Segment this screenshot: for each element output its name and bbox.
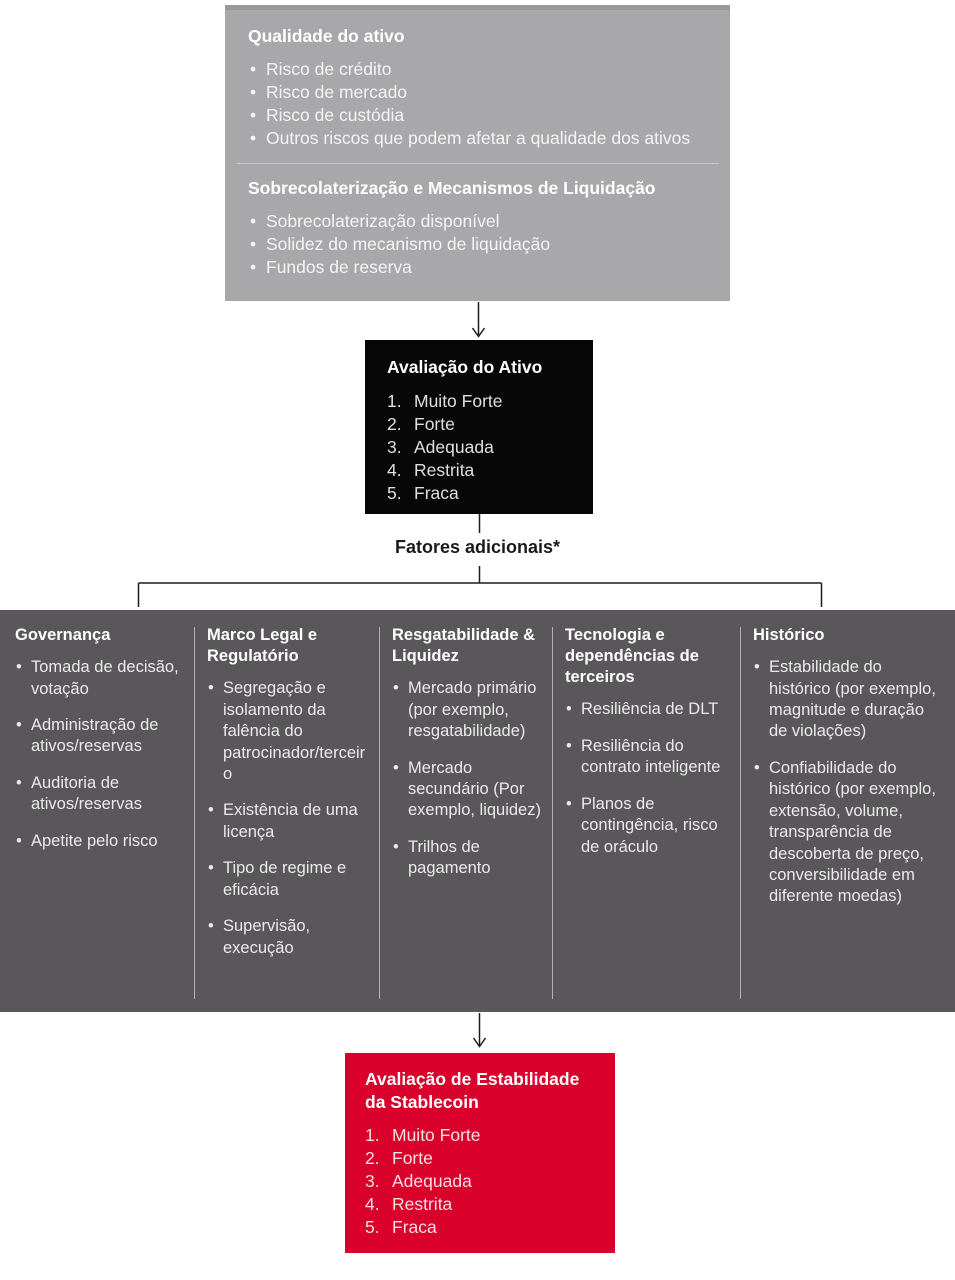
column-title: Tecnologia e dependências de terceiros: [565, 626, 699, 687]
asset-assessment-box: [365, 340, 593, 514]
column-list: [392, 678, 542, 880]
stablecoin-stability-assessment-box: [345, 1053, 615, 1253]
list-item: • Tomada de decisão, votação: [15, 657, 184, 700]
factor-column-technology: [553, 610, 740, 1012]
scale-item: Restrita: [392, 1193, 453, 1214]
additional-factors-box: [0, 610, 955, 1012]
list-item: • Mercado secundário (Por exemplo, liquidez): [392, 758, 542, 822]
list-item: • Estabilidade do histórico (por exemplo, magnitude e duração de violações): [753, 657, 941, 743]
list-item: • Apetite pelo risco: [15, 831, 184, 852]
list-item: • Supervisão, execução: [207, 916, 369, 959]
additional-factors-label: Fatores adicionais*: [394, 537, 561, 557]
column-title: Histórico: [753, 626, 825, 644]
arrow-topbox-to-assetbox-head: [473, 328, 485, 337]
list-item: • Trilhos de pagamento: [392, 837, 542, 880]
scale-item: Restrita: [414, 460, 475, 481]
factor-column-redeemability: [380, 610, 552, 1012]
column-list: [15, 657, 184, 852]
stablecoin-assessment-title: Avaliação de Estabilidade da Stablecoin: [365, 1069, 580, 1112]
asset-assessment-title: Avaliação do Ativo: [387, 357, 543, 377]
scale-item: Forte: [392, 1147, 433, 1168]
list-item: • Resiliência do contrato inteligente: [565, 736, 730, 779]
asset-quality-box: [225, 5, 730, 301]
asset-assessment-scale: [387, 390, 573, 505]
asset-quality-title: Qualidade do ativo: [248, 26, 405, 46]
column-list: [207, 678, 369, 959]
list-item: • Tipo de regime e eficácia: [207, 858, 369, 901]
overcollateralization-list: [248, 210, 706, 279]
section-divider: [237, 163, 719, 164]
scale-item: Muito Forte: [414, 390, 503, 411]
scale-item: Fraca: [414, 483, 459, 504]
list-item: • Planos de contingência, risco de oráculo: [565, 794, 730, 858]
list-item: • Risco de crédito: [248, 58, 706, 81]
column-list: [565, 699, 730, 858]
arrow-factors-to-stablecoin-head: [474, 1038, 486, 1047]
factor-column-legal: [195, 610, 379, 1012]
list-item: • Solidez do mecanismo de liquidação: [248, 233, 706, 256]
list-item: • Fundos de reserva: [248, 256, 706, 279]
overcollateralization-title: Sobrecolaterização e Mecanismos de Liquidação: [248, 178, 656, 199]
list-item: • Resiliência de DLT: [565, 699, 730, 720]
list-item: • Auditoria de ativos/reservas: [15, 773, 184, 816]
list-item: • Existência de uma licença: [207, 800, 369, 843]
asset-quality-list: [248, 58, 706, 150]
list-item: • Risco de custódia: [248, 104, 706, 127]
list-item: • Administração de ativos/reservas: [15, 715, 184, 758]
scale-item: Fraca: [392, 1216, 437, 1237]
column-title: Governança: [15, 626, 111, 644]
scale-item: Muito Forte: [392, 1124, 481, 1145]
list-item: • Sobrecolaterização disponível: [248, 210, 706, 233]
list-item: • Segregação e isolamento da falência do patrocinador/terceiro: [207, 678, 369, 785]
stablecoin-assessment-scale: [365, 1124, 597, 1239]
list-item: • Mercado primário (por exemplo, resgatabilidade): [392, 678, 542, 742]
factor-column-governance: [0, 610, 194, 1012]
list-item: • Outros riscos que podem afetar a qualidade dos ativos: [248, 127, 706, 150]
column-title: Resgatabilidade & Liquidez: [392, 626, 536, 666]
column-title: Marco Legal e Regulatório: [207, 626, 318, 666]
column-list: [753, 657, 941, 908]
list-item: • Confiabilidade do histórico (por exemplo, extensão, volume, transparência de descoberta de preço, conversibilidade em diferente moedas): [753, 758, 941, 908]
scale-item: Adequada: [414, 436, 494, 457]
list-item: • Risco de mercado: [248, 81, 706, 104]
scale-item: Adequada: [392, 1170, 472, 1191]
factor-column-track-record: [741, 610, 955, 1012]
scale-item: Forte: [414, 413, 455, 434]
